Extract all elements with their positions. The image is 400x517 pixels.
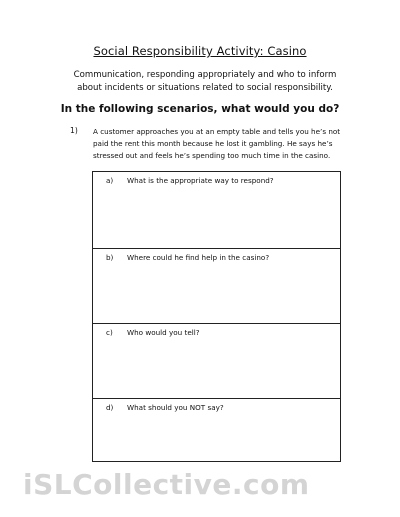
answer-box-c[interactable] [93,323,340,398]
question-text: A customer approaches you at an empty table and tells you he’s not paid the rent this month because he lost it gambling. He says he’s stressed out and feels he’s spending too much time in the casino. [93,127,341,160]
prompt-text: What is the appropriate way to respond? [127,176,274,185]
prompt-letter: a) [106,176,114,185]
prompt-letter: b) [106,253,114,262]
prompt-letter: c) [106,328,113,337]
prompt-text: Who would you tell? [127,328,200,337]
answer-box-a[interactable] [93,172,340,248]
site-watermark: iSLCollective.com [23,468,310,501]
prompt-letter: d) [106,403,114,412]
intro-text: Communication, responding appropriately and who to inform about incidents or situations related to social responsibility. [73,70,337,93]
answer-table [92,171,341,462]
worksheet-title: Social Responsibility Activity: Casino [93,44,307,58]
scenario-heading: In the following scenarios, what would you do? [60,103,340,115]
answer-box-b[interactable] [93,248,340,323]
prompt-text: Where could he find help in the casino? [127,253,270,262]
question-number: 1) [70,126,78,135]
prompt-text: What should you NOT say? [127,403,224,412]
answer-box-d[interactable] [93,398,340,461]
